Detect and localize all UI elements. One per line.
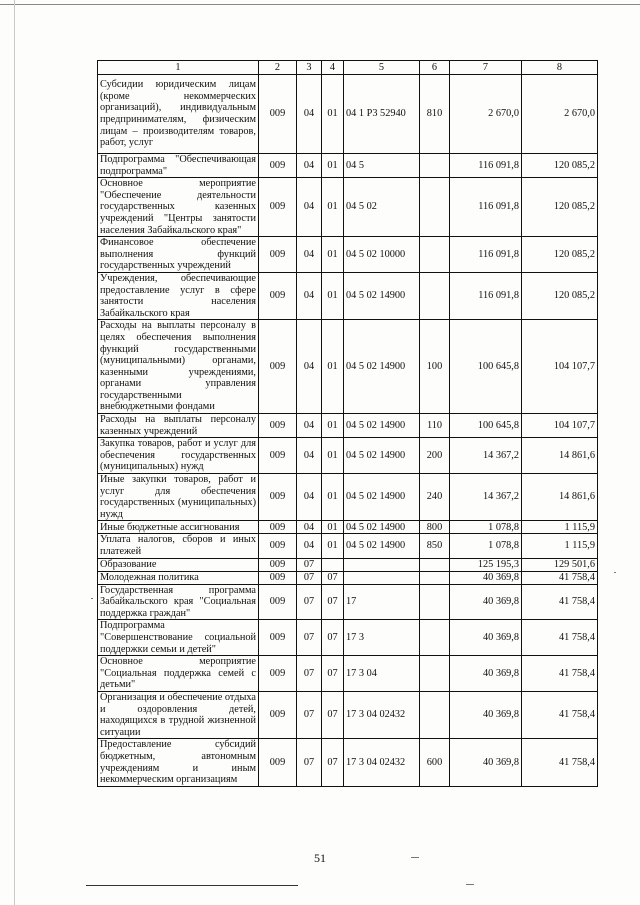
row-cell-c3: 07 xyxy=(297,656,322,692)
row-cell-c7: 125 195,3 xyxy=(450,558,522,571)
row-cell-c3: 04 xyxy=(297,178,322,237)
row-cell-c5: 04 5 02 14900 xyxy=(344,438,420,474)
table-row xyxy=(98,320,598,414)
row-cell-c7: 40 369,8 xyxy=(450,656,522,692)
row-cell-c6 xyxy=(420,558,450,571)
row-cell-c3: 04 xyxy=(297,521,322,534)
scan-speck xyxy=(91,598,93,599)
row-cell-c6 xyxy=(420,178,450,237)
row-cell-c4: 07 xyxy=(322,656,344,692)
row-name-cell: Финансовое обеспечение выполнения функций государственных учреждений xyxy=(98,237,259,273)
row-cell-c4: 07 xyxy=(322,739,344,786)
row-cell-c3: 07 xyxy=(297,584,322,620)
row-name-cell: Иные закупки товаров, работ и услуг для обеспечения государственных (муниципальных) нужд xyxy=(98,474,259,521)
row-cell-c5: 04 5 xyxy=(344,154,420,178)
table-row xyxy=(98,739,598,786)
row-cell-c2: 009 xyxy=(259,521,297,534)
row-cell-c4: 01 xyxy=(322,320,344,414)
row-cell-c5: 17 3 04 02432 xyxy=(344,691,420,738)
row-cell-c5: 04 5 02 14900 xyxy=(344,521,420,534)
row-cell-c8: 14 861,6 xyxy=(522,438,598,474)
row-name-cell: Расходы на выплаты персоналу казенных учреждений xyxy=(98,414,259,438)
row-cell-c7: 116 091,8 xyxy=(450,154,522,178)
table-row xyxy=(98,656,598,692)
table-row xyxy=(98,571,598,584)
row-cell-c2: 009 xyxy=(259,272,297,319)
row-name-cell: Основное мероприятие "Обеспечение деятельности государственных казенных учреждений "Центры занятости населения Забайкальского края" xyxy=(98,178,259,237)
row-cell-c4: 01 xyxy=(322,414,344,438)
row-cell-c5 xyxy=(344,571,420,584)
row-cell-c3: 07 xyxy=(297,739,322,786)
row-name-cell: Государственная программа Забайкальского края "Социальная поддержка граждан" xyxy=(98,584,259,620)
row-cell-c2: 009 xyxy=(259,739,297,786)
page-left-edge xyxy=(14,0,15,905)
row-cell-c7: 14 367,2 xyxy=(450,474,522,521)
row-cell-c6: 800 xyxy=(420,521,450,534)
row-cell-c2: 009 xyxy=(259,237,297,273)
row-cell-c7: 116 091,8 xyxy=(450,237,522,273)
row-cell-c3: 04 xyxy=(297,474,322,521)
table-body xyxy=(98,61,598,787)
row-cell-c4: 01 xyxy=(322,438,344,474)
row-cell-c2: 009 xyxy=(259,558,297,571)
row-cell-c5: 04 5 02 14900 xyxy=(344,474,420,521)
row-cell-c3: 04 xyxy=(297,75,322,154)
row-cell-c4: 01 xyxy=(322,272,344,319)
row-cell-c3: 04 xyxy=(297,414,322,438)
row-cell-c5: 04 5 02 14900 xyxy=(344,320,420,414)
row-name-cell: Закупка товаров, работ и услуг для обеспечения государственных (муниципальных) нужд xyxy=(98,438,259,474)
scan-speck xyxy=(411,857,419,858)
row-cell-c7: 100 645,8 xyxy=(450,320,522,414)
row-cell-c5: 17 3 04 xyxy=(344,656,420,692)
row-cell-c7: 14 367,2 xyxy=(450,438,522,474)
row-cell-c7: 100 645,8 xyxy=(450,414,522,438)
row-cell-c2: 009 xyxy=(259,75,297,154)
row-name-cell: Учреждения, обеспечивающие предоставление услуг в сфере занятости населения Забайкальского края xyxy=(98,272,259,319)
row-cell-c3: 04 xyxy=(297,237,322,273)
header-cell-4: 4 xyxy=(322,61,344,75)
table-row xyxy=(98,558,598,571)
header-cell-3: 3 xyxy=(297,61,322,75)
row-cell-c7: 40 369,8 xyxy=(450,739,522,786)
row-cell-c8: 14 861,6 xyxy=(522,474,598,521)
row-cell-c4: 01 xyxy=(322,75,344,154)
page-number: 51 xyxy=(314,851,326,865)
row-cell-c8: 41 758,4 xyxy=(522,571,598,584)
row-name-cell: Расходы на выплаты персоналу в целях обеспечения выполнения функций государственными (муниципальными) органами, казенными учреждениями, органами управления государственными внебюджетными фондами xyxy=(98,320,259,414)
row-cell-c8: 1 115,9 xyxy=(522,534,598,558)
row-cell-c3: 04 xyxy=(297,320,322,414)
row-cell-c6 xyxy=(420,620,450,656)
row-cell-c3: 04 xyxy=(297,154,322,178)
row-cell-c8: 120 085,2 xyxy=(522,272,598,319)
row-cell-c7: 1 078,8 xyxy=(450,521,522,534)
table-row xyxy=(98,438,598,474)
row-cell-c7: 40 369,8 xyxy=(450,584,522,620)
row-cell-c6 xyxy=(420,584,450,620)
table-row xyxy=(98,521,598,534)
header-cell-7: 7 xyxy=(450,61,522,75)
row-cell-c3: 07 xyxy=(297,571,322,584)
table-row xyxy=(98,272,598,319)
top-edge-rule xyxy=(0,4,640,5)
row-cell-c7: 40 369,8 xyxy=(450,620,522,656)
row-cell-c4: 07 xyxy=(322,620,344,656)
row-cell-c3: 04 xyxy=(297,272,322,319)
row-cell-c4: 01 xyxy=(322,237,344,273)
row-cell-c4: 01 xyxy=(322,178,344,237)
row-cell-c4 xyxy=(322,558,344,571)
row-cell-c6: 110 xyxy=(420,414,450,438)
row-cell-c2: 009 xyxy=(259,691,297,738)
footer-rule xyxy=(86,885,298,886)
row-cell-c3: 07 xyxy=(297,620,322,656)
row-cell-c5: 04 5 02 14900 xyxy=(344,414,420,438)
row-name-cell: Молодежная политика xyxy=(98,571,259,584)
row-cell-c8: 120 085,2 xyxy=(522,237,598,273)
row-cell-c8: 120 085,2 xyxy=(522,178,598,237)
row-cell-c2: 009 xyxy=(259,620,297,656)
scan-speck xyxy=(614,572,616,573)
row-cell-c8: 129 501,6 xyxy=(522,558,598,571)
row-cell-c5: 04 5 02 14900 xyxy=(344,272,420,319)
row-cell-c4: 01 xyxy=(322,521,344,534)
table-row xyxy=(98,237,598,273)
row-cell-c5: 17 xyxy=(344,584,420,620)
row-cell-c3: 04 xyxy=(297,438,322,474)
row-cell-c8: 41 758,4 xyxy=(522,691,598,738)
row-cell-c3: 07 xyxy=(297,558,322,571)
row-cell-c8: 41 758,4 xyxy=(522,620,598,656)
row-cell-c2: 009 xyxy=(259,571,297,584)
row-cell-c4: 07 xyxy=(322,691,344,738)
row-cell-c2: 009 xyxy=(259,656,297,692)
row-name-cell: Предоставление субсидий бюджетным, автономным учреждениям и иным некоммерческим организациям xyxy=(98,739,259,786)
row-cell-c2: 009 xyxy=(259,320,297,414)
header-cell-5: 5 xyxy=(344,61,420,75)
row-cell-c7: 116 091,8 xyxy=(450,178,522,237)
row-cell-c6 xyxy=(420,272,450,319)
row-cell-c3: 07 xyxy=(297,691,322,738)
row-cell-c7: 2 670,0 xyxy=(450,75,522,154)
header-row xyxy=(98,61,598,75)
row-cell-c6: 600 xyxy=(420,739,450,786)
scan-speck xyxy=(466,884,474,885)
row-cell-c5: 04 5 02 14900 xyxy=(344,534,420,558)
header-cell-1: 1 xyxy=(98,61,259,75)
row-name-cell: Подпрограмма "Совершенствование социальной поддержки семьи и детей" xyxy=(98,620,259,656)
row-cell-c4: 01 xyxy=(322,474,344,521)
row-cell-c7: 40 369,8 xyxy=(450,571,522,584)
row-cell-c6: 100 xyxy=(420,320,450,414)
row-cell-c2: 009 xyxy=(259,178,297,237)
row-cell-c2: 009 xyxy=(259,584,297,620)
row-cell-c6 xyxy=(420,154,450,178)
row-cell-c6 xyxy=(420,237,450,273)
row-name-cell: Организация и обеспечение отдыха и оздоровления детей, находящихся в трудной жизненной ситуации xyxy=(98,691,259,738)
row-cell-c5: 04 5 02 xyxy=(344,178,420,237)
table-row xyxy=(98,534,598,558)
table-row xyxy=(98,414,598,438)
row-cell-c4: 01 xyxy=(322,534,344,558)
row-cell-c6: 810 xyxy=(420,75,450,154)
row-cell-c6 xyxy=(420,691,450,738)
row-cell-c5: 17 3 xyxy=(344,620,420,656)
row-name-cell: Основное мероприятие "Социальная поддержка семей с детьми" xyxy=(98,656,259,692)
row-cell-c5: 17 3 04 02432 xyxy=(344,739,420,786)
header-cell-2: 2 xyxy=(259,61,297,75)
row-name-cell: Подпрограмма "Обеспечивающая подпрограмма" xyxy=(98,154,259,178)
row-cell-c4: 07 xyxy=(322,571,344,584)
row-cell-c7: 116 091,8 xyxy=(450,272,522,319)
row-cell-c7: 40 369,8 xyxy=(450,691,522,738)
row-cell-c8: 1 115,9 xyxy=(522,521,598,534)
row-cell-c2: 009 xyxy=(259,474,297,521)
row-cell-c5: 04 1 Р3 52940 xyxy=(344,75,420,154)
row-name-cell: Иные бюджетные ассигнования xyxy=(98,521,259,534)
row-cell-c4: 07 xyxy=(322,584,344,620)
row-cell-c8: 2 670,0 xyxy=(522,75,598,154)
row-cell-c3: 04 xyxy=(297,534,322,558)
table-row xyxy=(98,474,598,521)
row-cell-c5: 04 5 02 10000 xyxy=(344,237,420,273)
row-cell-c4: 01 xyxy=(322,154,344,178)
row-cell-c8: 41 758,4 xyxy=(522,584,598,620)
row-cell-c2: 009 xyxy=(259,414,297,438)
row-cell-c8: 120 085,2 xyxy=(522,154,598,178)
table-row xyxy=(98,75,598,154)
row-cell-c2: 009 xyxy=(259,438,297,474)
row-name-cell: Субсидии юридическим лицам (кроме некоммерческих организаций), индивидуальным предпринимателям, физическим лицам – производителям товаров, работ, услуг xyxy=(98,75,259,154)
row-cell-c2: 009 xyxy=(259,534,297,558)
row-name-cell: Уплата налогов, сборов и иных платежей xyxy=(98,534,259,558)
budget-table xyxy=(97,60,598,787)
row-cell-c8: 41 758,4 xyxy=(522,656,598,692)
row-name-cell: Образование xyxy=(98,558,259,571)
row-cell-c7: 1 078,8 xyxy=(450,534,522,558)
table-row xyxy=(98,154,598,178)
row-cell-c2: 009 xyxy=(259,154,297,178)
row-cell-c6: 240 xyxy=(420,474,450,521)
header-cell-8: 8 xyxy=(522,61,598,75)
row-cell-c5 xyxy=(344,558,420,571)
row-cell-c8: 41 758,4 xyxy=(522,739,598,786)
row-cell-c6 xyxy=(420,571,450,584)
row-cell-c6 xyxy=(420,656,450,692)
header-cell-6: 6 xyxy=(420,61,450,75)
row-cell-c6: 850 xyxy=(420,534,450,558)
table-row xyxy=(98,584,598,620)
row-cell-c8: 104 107,7 xyxy=(522,414,598,438)
row-cell-c8: 104 107,7 xyxy=(522,320,598,414)
table-row xyxy=(98,691,598,738)
table-row xyxy=(98,620,598,656)
table-row xyxy=(98,178,598,237)
row-cell-c6: 200 xyxy=(420,438,450,474)
